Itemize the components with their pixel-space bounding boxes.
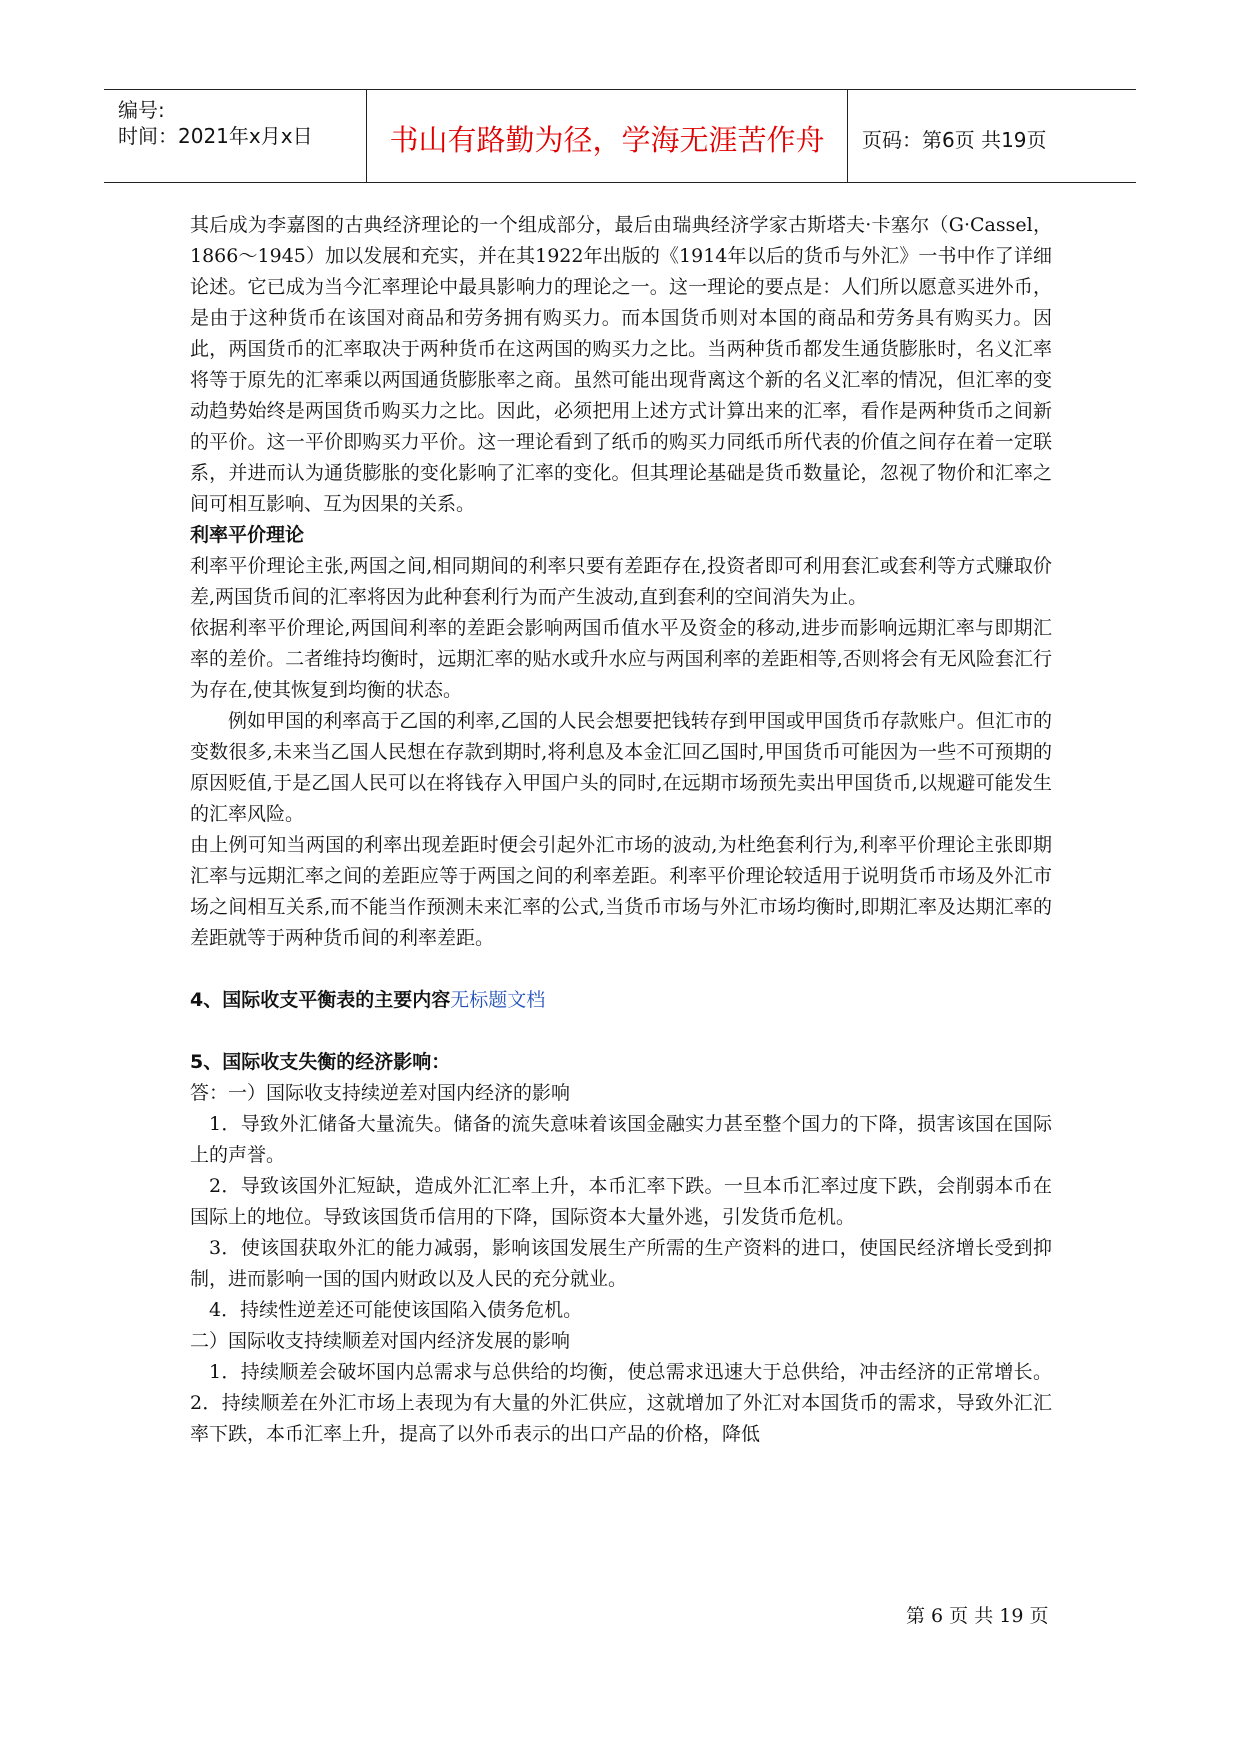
page-header	[104, 89, 1136, 183]
irp-paragraph-4: 由上例可知当两国的利率出现差距时便会引起外汇市场的波动,为杜绝套利行为,利率平价理论主张即期汇率与远期汇率之间的差距应等于两国之间的利率差距。利率平价理论较适用于说明货币市场及外汇市场之间相互关系,而不能当作预测未来汇率的公式,当货币市场与外汇市场均衡时,即期汇率及达期汇率的差距就等于两种货币间的利率差距。	[190, 834, 1052, 949]
ppp-paragraph: 其后成为李嘉图的古典经济理论的一个组成部分，最后由瑞典经济学家古斯塔夫·卡塞尔（G·Cassel，1866～1945）加以发展和充实，并在其1922年出版的《1914年以后的货币与外汇》一书中作了详细论述。它已成为当今汇率理论中最具影响力的理论之一。这一理论的要点是：人们所以愿意买进外币，是由于这种货币在该国对商品和劳务拥有购买力。而本国货币则对本国的商品和劳务具有购买力。因此，两国货币的汇率取决于两种货币在这两国的购买力之比。当两种货币都发生通货膨胀时，名义汇率将等于原先的汇率乘以两国通货膨胀率之商。虽然可能出现背离这个新的名义汇率的情况，但汇率的变动趋势始终是两国货币购买力之比。因此，必须把用上述方式计算出来的汇率，看作是两种货币之间新的平价。这一平价即购买力平价。这一理论看到了纸币的购买力同纸币所代表的价值之间存在着一定联系，并进而认为通货膨胀的变化影响了汇率的变化。但其理论基础是货币数量论，忽视了物价和汇率之间可相互影响、互为因果的关系。	[190, 214, 1052, 515]
irp-paragraph-2: 依据利率平价理论,两国间利率的差距会影响两国币值水平及资金的移动,进步而影响远期汇率与即期汇率的差价。二者维持均衡时，远期汇率的贴水或升水应与两国利率的差距相等,否则将会有无风险套汇行为存在,使其恢复到均衡的状态。	[190, 617, 1052, 701]
q4-link[interactable]: 无标题文档	[450, 989, 546, 1011]
deficit-item-3: 3．使该国获取外汇的能力减弱，影响该国发展生产所需的生产资料的进口，使国民经济增长受到抑制，进而影响一国的国内财政以及人民的充分就业。	[190, 1237, 1052, 1290]
deficit-item-1: 1．导致外汇储备大量流失。储备的流失意味着该国金融实力甚至整个国力的下降，损害该国在国际上的声誉。	[190, 1113, 1052, 1166]
deficit-item-4: 4．持续性逆差还可能使该国陷入债务危机。	[209, 1299, 583, 1321]
header-page-label: 页码：第6页 共19页	[862, 128, 1047, 152]
spacer	[190, 954, 1052, 985]
header-right-cell	[848, 90, 1136, 182]
header-motto: 书山有路勤为径，学海无涯苦作舟	[389, 123, 825, 157]
q4-heading: 4、国际收支平衡表的主要内容	[190, 989, 451, 1011]
document-number-label: 编号:	[118, 98, 165, 122]
surplus-heading: 二）国际收支持续顺差对国内经济发展的影响	[190, 1330, 571, 1352]
q5-heading: 5、国际收支失衡的经济影响：	[190, 1051, 451, 1073]
irp-paragraph-3: 例如甲国的利率高于乙国的利率,乙国的人民会想要把钱转存到甲国或甲国货币存款账户。但汇市的变数很多,未来当乙国人民想在存款到期时,将利息及本金汇回乙国时,甲国货币可能因为一些不可预期的原因贬值,于是乙国人民可以在将钱存入甲国户头的同时,在远期市场预先卖出甲国货币,以规避可能发生的汇率风险。	[190, 710, 1052, 825]
irp-heading: 利率平价理论	[190, 524, 305, 546]
page-footer-number: 第 6 页 共 19 页	[906, 1605, 1049, 1627]
q4-heading-line	[190, 985, 1052, 1016]
document-time-label: 时间：2021年x月x日	[118, 124, 313, 148]
spacer	[190, 1016, 1052, 1047]
document-body	[190, 210, 1052, 1450]
surplus-item: 1．持续顺差会破坏国内总需求与总供给的均衡，使总需求迅速大于总供给，冲击经济的正常增长。2．持续顺差在外汇市场上表现为有大量的外汇供应，这就增加了外汇对本国货币的需求，导致外汇汇率下跌，本币汇率上升，提高了以外币表示的出口产品的价格，降低	[190, 1361, 1052, 1445]
header-middle-cell	[367, 90, 848, 182]
q5-intro: 答：一）国际收支持续逆差对国内经济的影响	[190, 1082, 571, 1104]
irp-paragraph-1: 利率平价理论主张,两国之间,相同期间的利率只要有差距存在,投资者即可利用套汇或套利等方式赚取价差,两国货币间的汇率将因为此种套利行为而产生波动,直到套利的空间消失为止。	[190, 555, 1052, 608]
header-left-cell	[104, 90, 367, 182]
deficit-item-2: 2．导致该国外汇短缺，造成外汇汇率上升，本币汇率下跌。一旦本币汇率过度下跌，会削弱本币在国际上的地位。导致该国货币信用的下降，国际资本大量外逃，引发货币危机。	[190, 1175, 1052, 1228]
